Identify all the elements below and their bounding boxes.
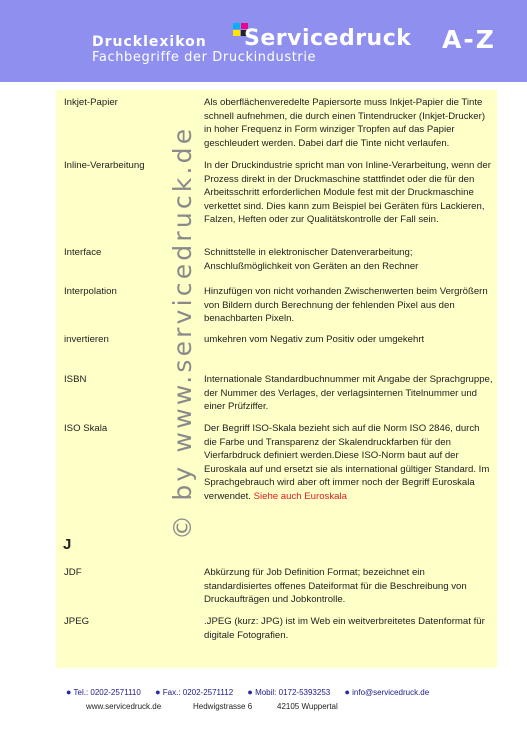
entry-term: ISBN — [64, 374, 87, 385]
footer-fax: Fax.: 0202-2571112 — [162, 688, 234, 697]
bullet-icon: ● — [247, 687, 253, 697]
document-title: Drucklexikon — [92, 34, 207, 50]
footer-contact-row — [66, 687, 441, 697]
entry-term: Inline-Verarbeitung — [64, 160, 145, 171]
footer-street: Hedwigstrasse 6 — [193, 702, 253, 711]
entry-definition: .JPEG (kurz: JPG) ist im Web ein weitverbreitetes Datenformat für digitale Fotografien. — [204, 616, 485, 641]
entry-definition: Schnittstelle in elektronischer Datenverarbeitung; Anschlußmöglichkeit von Geräten an den Rechner — [204, 247, 419, 272]
alphabet-range: A-Z — [442, 25, 496, 54]
entry-term: Inkjet-Papier — [64, 97, 118, 108]
entry-definition: In der Druckindustrie spricht man von Inline-Verarbeitung, wenn der Prozess direkt in der Druckmaschine stattfindet oder die für den Arbeitsschritt erforderlichen Module fest mit der Druckmaschine verkettet sind. Dies kann zum Beispiel bei Geräten fürs Lackieren, Falzen, Heften oder zur Qualitätskontrolle der Fall sein. — [204, 160, 491, 226]
entry-term: JDF — [64, 567, 82, 578]
see-also-link[interactable]: Siehe auch Euroskala — [253, 490, 347, 502]
entry-term: Interpolation — [64, 286, 117, 297]
entry-definition: Abkürzung für Job Definition Format; bezeichnet ein standardisiertes offenes Dateiformat für die Beschreibung von Druckaufträgen und Jobkontrolle. — [204, 567, 467, 606]
entry-term: JPEG — [64, 616, 90, 627]
section-letter: J — [63, 536, 72, 553]
watermark: © by www.servicedruck.de — [168, 125, 197, 540]
entry-definition: umkehren vom Negativ zum Positiv oder umgekehrt — [204, 334, 425, 345]
document-subtitle: Fachbegriffe der Druckindustrie — [92, 50, 317, 65]
brand-logo: Servicedruck — [244, 26, 412, 51]
footer-email[interactable]: info@servicedruck.de — [352, 688, 430, 697]
entry-definition: Als oberflächenveredelte Papiersorte muss Inkjet-Papier die Tinte schnell aufnehmen, die durch einen Tintendrucker (Inkjet-Drucker) in hoher Frequenz in Form winziger Tropfen auf das Papier geschleudert werden. Dabei darf die Tinte nicht verlaufen. — [204, 97, 486, 149]
page-header — [0, 0, 527, 82]
footer-mobile: Mobil: 0172-5393253 — [255, 688, 331, 697]
entry-term: Interface — [64, 247, 102, 258]
footer-website[interactable]: www.servicedruck.de — [86, 702, 162, 711]
entry-term: invertieren — [64, 334, 109, 345]
entry-definition: Hinzufügen von nicht vorhanden Zwischenwerten beim Vergrößern von Bildern durch Berechnung der fehlenden Pixel aus den benachbarten Pixeln. — [204, 286, 488, 325]
entry-term: ISO Skala — [64, 423, 108, 434]
bullet-icon: ● — [66, 687, 72, 697]
footer-city: 42105 Wuppertal — [277, 702, 338, 711]
entry-definition: Internationale Standardbuchnummer mit Angabe der Sprachgruppe, der Nummer des Verlages, der verlagsinternen Titelnummer und einer Prüfziffer. — [204, 374, 493, 413]
bullet-icon: ● — [344, 687, 350, 697]
entry-definition-text: Der Begriff ISO-Skala bezieht sich auf die Norm ISO 2846, durch die Farbe und Transparenz der Skalendruckfarben für den Vierfarbdruck definiert werden.Diese ISO-Norm baut auf der Euroskala auf und ersetzt sie als international gültiger Standard. Im Sprachgebrauch wird aber oft immer noch der Begriff Euroskala verwendet. — [204, 423, 490, 502]
footer-phone: Tel.: 0202-2571110 — [73, 688, 141, 697]
entry-definition — [204, 422, 494, 504]
page-footer — [0, 682, 527, 746]
bullet-icon: ● — [155, 687, 161, 697]
